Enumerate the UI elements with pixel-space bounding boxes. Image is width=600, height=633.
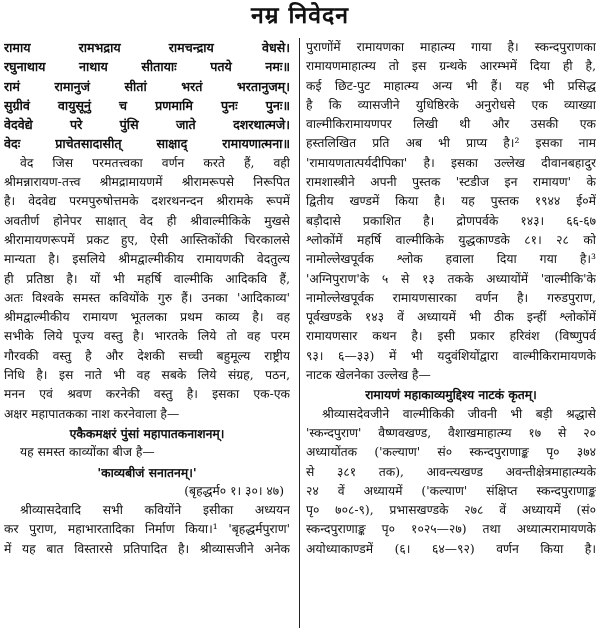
text-line: श्लोकोंमें महर्षि वाल्मीकिके युद्धकाण्डके ८१। २८ को: [306, 232, 596, 247]
text-line: निधि है। इस नाते भी वह सबके लिये संग्रह, पठन,: [4, 368, 290, 383]
text-line: हस्तलिखित प्रति अब भी प्राप्य है।² इसका नाम: [306, 136, 596, 151]
text-line: श्रीमन्नारायण-तत्त्व श्रीमद्रामायणमें श्रीरामरूपसे निरूपित: [4, 175, 290, 190]
right-column: [306, 38, 596, 559]
text-line: है कि व्यासजीने युधिष्ठिरके अनुरोधसे एक व्याख्या: [306, 97, 596, 112]
text-line: अवतीर्ण होनेपर साक्षात् वेद ही श्रीवाल्मीकिके मुखसे: [4, 213, 290, 228]
column-divider: [299, 38, 300, 628]
text-line: अतः विश्वके समस्त कवियोंके गुरु हैं। उनका 'आदिकाव्य': [4, 290, 290, 305]
verse-line: रामाय रामभद्राय रामचन्द्राय वेधसे।: [4, 40, 290, 55]
verse-line: वेदः प्राचेतसादासीत् साक्षाद् रामायणात्मना॥: [4, 136, 290, 152]
text-line: सभीके लिये पूज्य वस्तु है। भारतके लिये तो वह परम: [4, 329, 290, 344]
text-line: पूर्वखण्डके १४३ वें अध्यायमें भी ठीक इन्हीं श्लोकोंमें: [306, 310, 596, 325]
verse-line: रघुनाथाय नाथाय सीतायाः पतये नमः॥: [4, 59, 290, 75]
verse-line: रामं रामानुजं सीतां भरतं भरतानुजम्।: [4, 78, 290, 94]
text-line: रामशास्त्रीने अपनी पुस्तक 'स्टडीज इन रामायण' के: [306, 175, 596, 190]
text-line: 'स्कन्दपुराण' वैष्णवखण्ड, वैशाखमाहात्म्य १७ से २०: [306, 425, 596, 440]
text-line: ९३। ६—३३) में भी यदुवंशियोंद्वारा वाल्मीकिरामायणके: [306, 348, 596, 363]
text-line: 'अग्निपुराण'के ५ से १३ तकके अध्यायोंमें 'वाल्मीकि'के: [306, 271, 596, 286]
text-line: वेद जिस परमतत्त्वका वर्णन करते हैं, वही: [20, 155, 290, 170]
verse-line: सुग्रीवं वायुसूनुं च प्रणमामि पुनः पुनः॥: [4, 97, 290, 113]
text-line: पृ० ७०८-९), प्रभासखण्डके २७८ वें अध्यायमें (सं०: [306, 503, 596, 518]
text-line: में यह बात विस्तारसे प्रतिपादित है। श्रीव्यासजीने अनेक: [4, 541, 290, 556]
text-line: कर पुराण, महाभारतादिका निर्माण किया।¹ 'बृहद्धर्मपुराण': [4, 522, 290, 537]
text-line: नाटक खेलनेका उल्लेख है—: [306, 368, 431, 383]
quote-line: एकैकमक्षरं पुंसां महापातकनाशनम्।: [69, 425, 225, 441]
text-line: श्रीमद्वाल्मीकीय रामायण भूतलका प्रथम काव्य है। वह: [4, 310, 290, 325]
text-line: श्रीव्यासदेवादि सभी कवियोंने इसीका अध्ययन: [20, 503, 290, 518]
text-line: नामोल्लेखपूर्वक श्लोक हवाला दिया गया है।³: [306, 252, 596, 267]
text-line: अध्यायोंतक ('कल्याण' सं० स्कन्दपुराणाङ्क पृ० ३७४: [306, 445, 596, 460]
text-line: मान्यता है। इसलिये श्रीमद्वाल्मीकीय रामायणकी वेदतुल्य: [4, 252, 290, 267]
quote-line: रामायणं महाकाव्यमुद्दिश्य नाटकं कृतम्।: [365, 387, 537, 403]
text-line: २४ वें अध्यायमें ('कल्याण' संक्षिप्त स्कन्दपुराणाङ्क: [306, 483, 596, 498]
text-line: नामोल्लेखपूर्वक रामायणसारका वर्णन है। गरुडपुराण,: [306, 290, 596, 305]
text-line: है। वेदवेद्य परमपुरुषोत्तमके दशरथनन्दन श्रीरामके रूपमें: [4, 194, 290, 209]
verse-line: वेदवेद्ये परे पुंसि जाते दशरथात्मजे।: [4, 117, 290, 133]
text-line: श्रीरामायणरूपमें प्रकट हुए, ऐसी आस्तिकोंकी चिरकालसे: [4, 232, 290, 247]
text-line: द्वितीय खण्डमें किया है। यह पुस्तक १९४४ ई०में: [306, 194, 596, 209]
text-line: पुराणोंमें रामायणका माहात्म्य गाया है। स्कन्दपुराणका: [306, 40, 596, 54]
text-line: से ३८१ तक), आवन्त्यखण्ड अवन्तीक्षेत्रमाहात्म्यके: [306, 464, 596, 479]
page-title: नम्र निवेदन: [250, 2, 349, 29]
text-line: रामायणमाहात्म्य तो इस ग्रन्थके आरम्भमें दिया ही है,: [306, 59, 596, 74]
text-line: वाल्मीकिरामायणपर लिखी थी और उसकी एक: [306, 117, 596, 132]
text-line: अयोध्याकाण्डमें (६। ६४—९२) वर्णन किया है।: [306, 541, 596, 556]
text-line: श्रीव्यासदेवजीने वाल्मीकिकी जीवनी भी बड़ी श्रद्धासे: [322, 406, 596, 421]
text-line: 'रामायणतात्पर्यदीपिका' है। इसका उल्लेख दीवानबहादुर: [306, 155, 596, 170]
text-line: अक्षर महापातकका नाश करनेवाला है—: [4, 406, 180, 421]
text-line: मनन एवं श्रवण करनेकी वस्तु है। इसका एक-एक: [4, 387, 290, 402]
left-column: [4, 38, 290, 559]
text-line: बड़ौदासे प्रकाशित है। द्रोणपर्वके १४३। ६६-६७: [306, 213, 596, 228]
text-line: यह समस्त काव्योंका बीज है—: [20, 445, 155, 460]
citation-line: (बृहद्धर्म० १। ३०। ४७): [184, 483, 284, 498]
quote-line: 'काव्यबीजं सनातनम्।': [97, 464, 197, 480]
text-line: स्कन्दपुराणाङ्क पृ० १०२५—२७) तथा अध्यात्मरामायणके: [306, 522, 596, 537]
text-line: ही प्रतिष्ठा है। यों भी महर्षि वाल्मीकि आदिकवि हैं,: [4, 271, 290, 286]
text-line: कई छिट-पुट माहात्म्य अन्य भी हैं। यह भी प्रसिद्ध: [306, 78, 596, 93]
text-line: रामायणसार कथन है। इसी प्रकार हरिवंश (विष्णुपर्व: [306, 329, 596, 344]
text-line: गौरवकी वस्तु है और देशकी सच्ची बहुमूल्य राष्ट्रीय: [4, 348, 290, 363]
